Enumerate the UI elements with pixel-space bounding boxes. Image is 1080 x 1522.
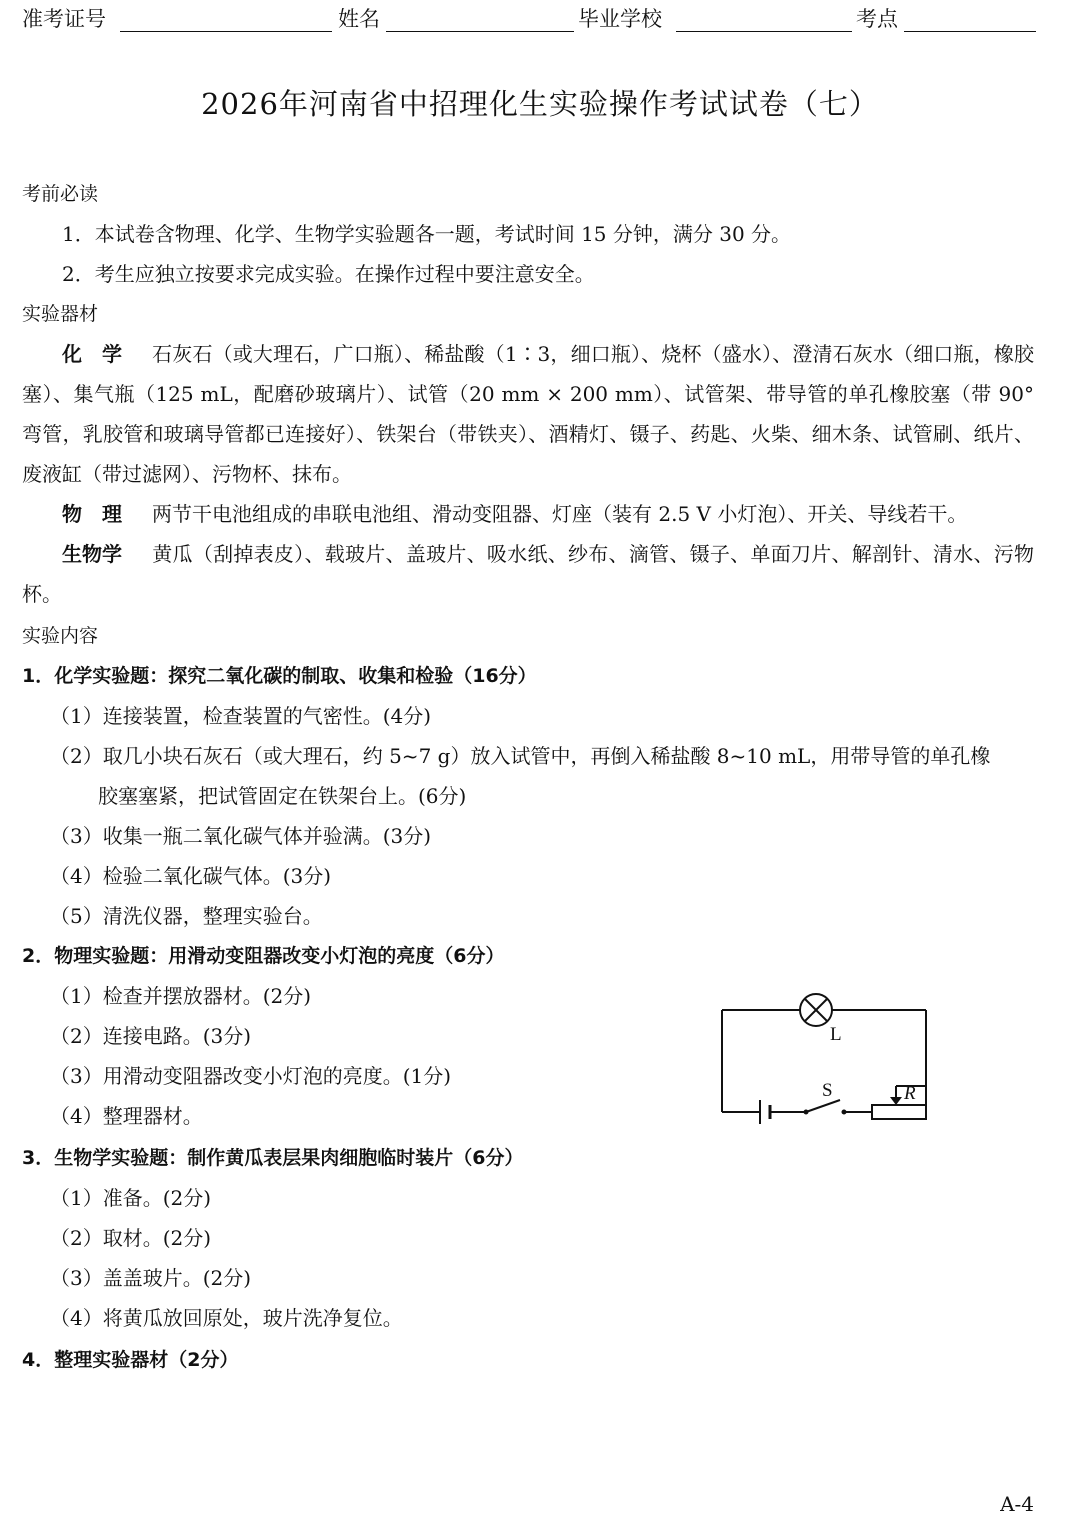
page-code: A-4 [1000, 1492, 1034, 1516]
question-3-step-4: （4）将黄瓜放回原处，玻片洗净复位。 [50, 1306, 403, 1330]
equipment-biology [22, 534, 1034, 614]
question-2-step-4: （4）整理器材。 [50, 1104, 203, 1128]
notice-item-1: 1．本试卷含物理、化学、生物学实验题各一题，考试时间 15 分钟，满分 30 分。 [62, 222, 792, 246]
equipment-chemistry-label: 化 学 [62, 342, 122, 366]
switch-label: S [822, 1080, 833, 1101]
field-school [578, 4, 662, 34]
page-title: 2026年河南省中招理化生实验操作考试试卷（七） [201, 87, 879, 121]
question-2-step-3: （3）用滑动变阻器改变小灯泡的亮度。(1分) [50, 1064, 452, 1088]
question-4-title: 4．整理实验器材（2分） [22, 1349, 239, 1371]
field-venue [856, 4, 898, 34]
rheostat-slider-arrow-icon [890, 1097, 902, 1105]
question-1-step-5: （5）清洗仪器，整理实验台。 [50, 904, 323, 928]
question-2-step-2: （2）连接电路。(3分) [50, 1024, 252, 1048]
question-2-step-1: （1）检查并摆放器材。(2分) [50, 984, 312, 1008]
question-3-step-3: （3）盖盖玻片。(2分) [50, 1266, 252, 1290]
notice-heading: 考前必读 [22, 183, 99, 205]
field-exam-id-blank[interactable] [120, 31, 332, 32]
question-2-title: 2．物理实验题：用滑动变阻器改变小灯泡的亮度（6分） [22, 945, 505, 967]
equipment-physics-label: 物 理 [62, 502, 122, 526]
question-1-step-4: （4）检验二氧化碳气体。(3分) [50, 864, 332, 888]
field-school-label: 毕业学校 [578, 7, 662, 31]
equipment-heading: 实验器材 [22, 303, 99, 325]
rheostat-body [872, 1105, 926, 1119]
notice-item-2: 2．考生应独立按要求完成实验。在操作过程中要注意安全。 [62, 262, 595, 286]
equipment-biology-text: 黄瓜（刮掉表皮）、载玻片、盖玻片、吸水纸、纱布、滴管、镊子、单面刀片、解剖针、清水、污物杯。 [22, 542, 1034, 606]
field-name-label: 姓名 [338, 7, 380, 31]
circuit-diagram [712, 986, 942, 1136]
field-school-blank[interactable] [676, 31, 852, 32]
equipment-biology-label: 生物学 [62, 542, 122, 566]
question-1-step-1: （1）连接装置，检查装置的气密性。(4分) [50, 704, 432, 728]
question-1-step-3: （3）收集一瓶二氧化碳气体并验满。(3分) [50, 824, 432, 848]
content-heading: 实验内容 [22, 625, 99, 647]
field-name-blank[interactable] [386, 31, 574, 32]
equipment-physics-text: 两节干电池组成的串联电池组、滑动变阻器、灯座（装有 2.5 V 小灯泡）、开关、导线若干。 [152, 502, 968, 526]
field-name [338, 4, 380, 34]
switch-lever [806, 1100, 840, 1112]
rheostat-label: R [904, 1083, 916, 1104]
equipment-physics [22, 494, 1034, 534]
field-venue-label: 考点 [856, 7, 898, 31]
field-venue-blank[interactable] [904, 31, 1036, 32]
equipment-chemistry [22, 334, 1034, 494]
field-exam-id [22, 4, 106, 34]
question-3-step-1: （1）准备。(2分) [50, 1186, 212, 1210]
lamp-label: L [830, 1024, 842, 1045]
question-1-step-2: （2）取几小块石灰石（或大理石，约 5~7 g）放入试管中，再倒入稀盐酸 8~10 mL，用带导管的单孔橡 [50, 744, 991, 768]
question-1-step-2-cont: 胶塞塞紧，把试管固定在铁架台上。(6分) [98, 784, 467, 808]
field-exam-id-label: 准考证号 [22, 7, 106, 31]
candidate-info-line [22, 4, 1034, 34]
question-3-title: 3．生物学实验题：制作黄瓜表层果肉细胞临时装片（6分） [22, 1147, 524, 1169]
question-3-step-2: （2）取材。(2分) [50, 1226, 212, 1250]
equipment-chemistry-text: 石灰石（或大理石，广口瓶）、稀盐酸（1∶3，细口瓶）、烧杯（盛水）、澄清石灰水（细口瓶，橡胶塞）、集气瓶（125 mL，配磨砂玻璃片）、试管（20 mm × 200 mm）、试管架、带导管的单孔橡胶塞（带 90° 弯管，乳胶管和玻璃导管都已连接好）、铁架台（带铁夹）、酒精灯、镊子、药匙、火柴、细木条、试管刷、纸片、废液缸（带过滤网）、污物杯、抹布。 [22, 342, 1034, 486]
question-1-title: 1．化学实验题：探究二氧化碳的制取、收集和检验（16分） [22, 665, 537, 687]
